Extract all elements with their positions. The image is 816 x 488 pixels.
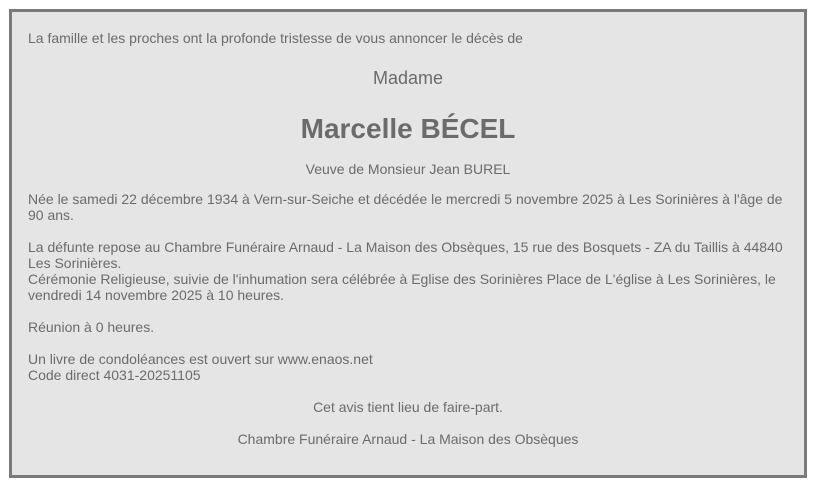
deceased-name: Marcelle BÉCEL [300, 113, 516, 144]
direct-code-text: Code direct 4031-20251105 [28, 367, 201, 383]
death-notice-card [9, 9, 807, 478]
civility-title: Madame [372, 68, 444, 88]
condolences-block [28, 351, 788, 383]
meeting-text: Réunion à 0 heures. [28, 319, 155, 335]
widow-of-text: Veuve de Monsieur Jean BUREL [305, 161, 511, 177]
funeral-home-signature: Chambre Funéraire Arnaud - La Maison des Obsèques [237, 431, 579, 447]
rest-place-text: La défunte repose au Chambre Funéraire Arnaud - La Maison des Obsèques, 15 rue des Bosquets - ZA du Taillis à 44840 Les Sorinières. [28, 239, 783, 271]
notice-content [12, 12, 804, 447]
closing-text: Cet avis tient lieu de faire-part. [313, 399, 503, 415]
birth-death-text: Née le samedi 22 décembre 1934 à Vern-sur-Seiche et décédée le mercredi 5 novembre 2025 à Les Sorinières à l'âge de 90 ans. [28, 191, 783, 223]
ceremony-text: Cérémonie Religieuse, suivie de l'inhumation sera célébrée à Eglise des Sorinières Place de L'église à Les Sorinières, le vendredi 14 novembre 2025 à 10 heures. [28, 271, 776, 303]
condolences-link-text: Un livre de condoléances est ouvert sur www.enaos.net [28, 351, 373, 367]
rest-ceremony-block [28, 239, 788, 303]
intro-text: La famille et les proches ont la profonde tristesse de vous annoncer le décès de [28, 30, 523, 46]
